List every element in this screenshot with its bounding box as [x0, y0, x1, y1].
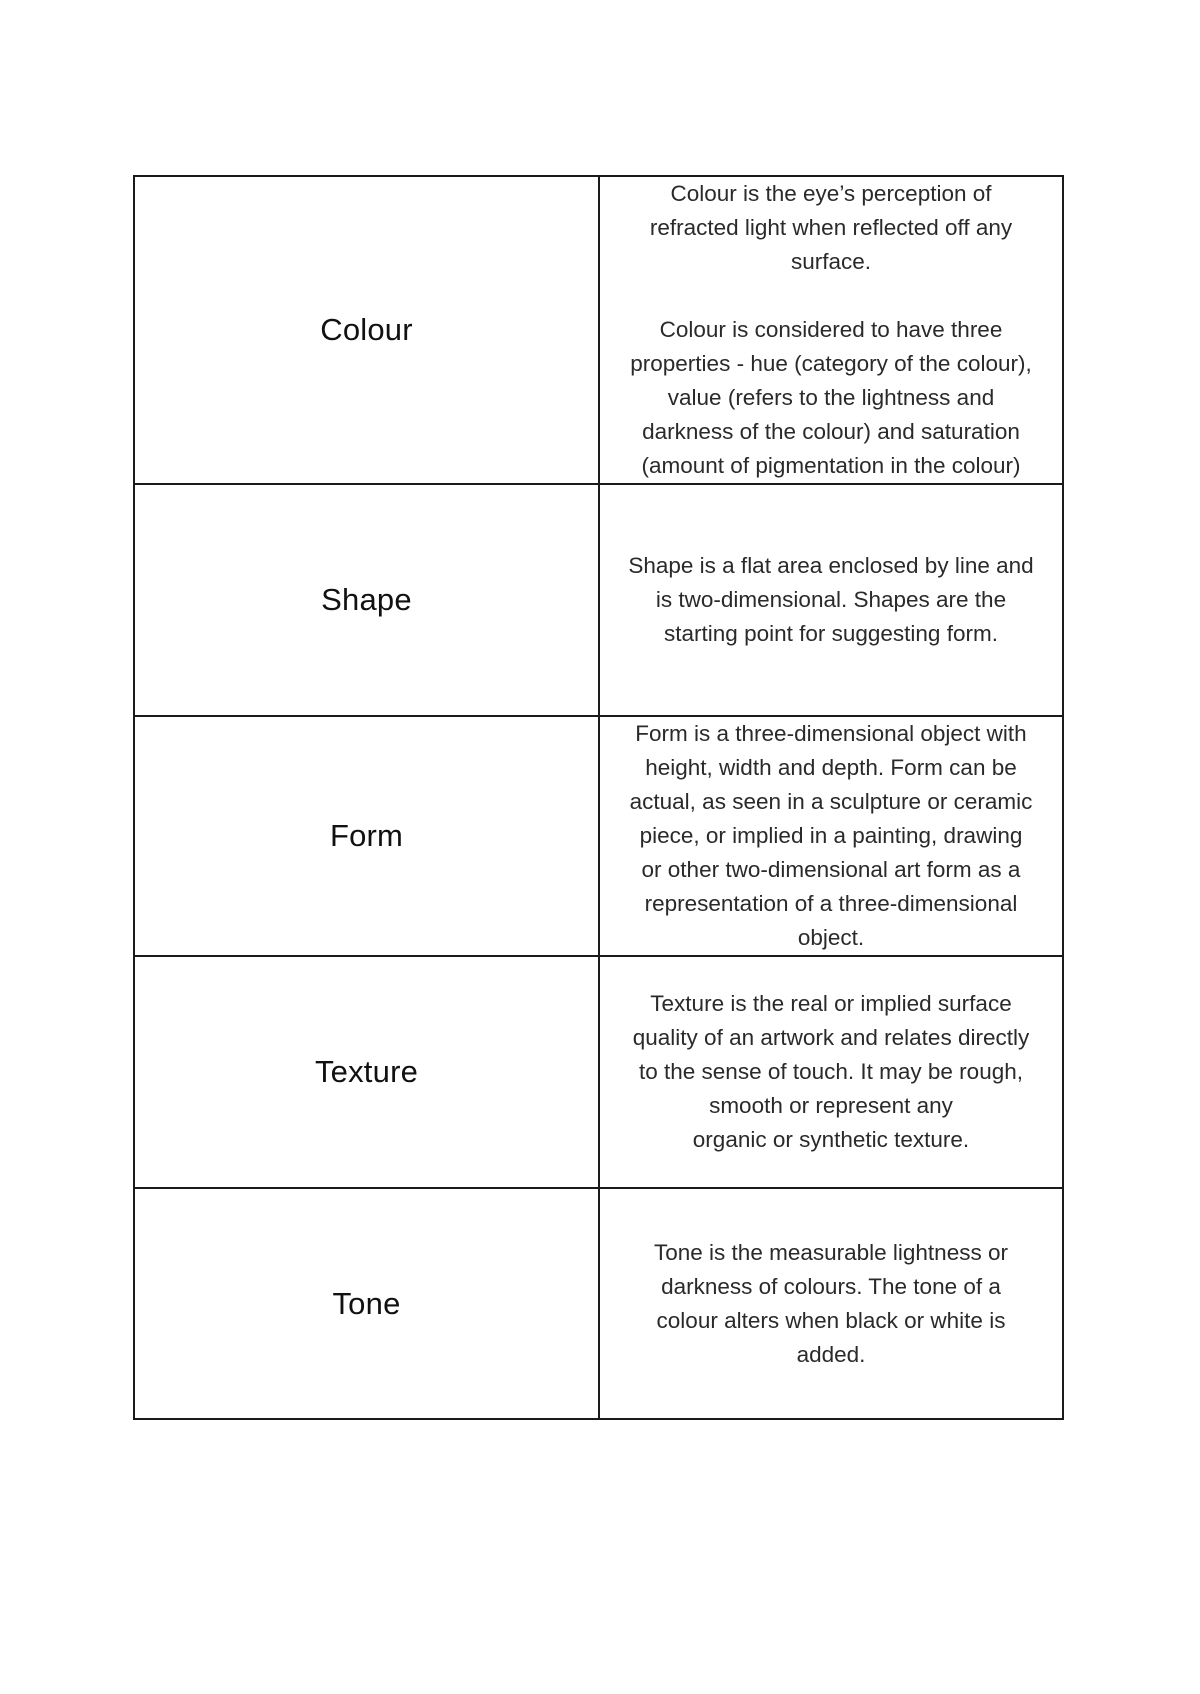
definition-paragraph: [606, 313, 1056, 483]
definition-line: colour alters when black or white is: [656, 1307, 1006, 1333]
definition-line: to the sense of touch. It may be rough,: [639, 1059, 1023, 1084]
definition-line: (amount of pigmentation in the colour): [641, 453, 1021, 478]
definition-line: starting point for suggesting form.: [664, 621, 998, 646]
definition-text: [606, 1236, 1056, 1372]
definition-line: piece, or implied in a painting, drawing: [639, 823, 1023, 848]
definition-cell: [599, 484, 1063, 716]
definition-cell: [599, 716, 1063, 956]
table-row-shape: [134, 484, 1063, 716]
definition-line: refracted light when reflected off any: [649, 215, 1013, 240]
definition-line: Tone is the measurable lightness or: [654, 1239, 1008, 1265]
definition-line: Form is a three-dimensional object with: [635, 721, 1027, 746]
definition-line: smooth or represent any: [709, 1093, 953, 1118]
definition-cell: [599, 176, 1063, 484]
definition-text: [606, 177, 1056, 483]
definition-line: Shape is a flat area enclosed by line and: [628, 553, 1034, 578]
table-row-tone: [134, 1188, 1063, 1419]
definition-cell: [599, 956, 1063, 1188]
definition-line: actual, as seen in a sculpture or ceramic: [629, 789, 1033, 814]
definition-line: height, width and depth. Form can be: [645, 755, 1017, 780]
definition-text: [606, 987, 1056, 1157]
definition-line: Colour is the eye’s perception of: [670, 181, 992, 206]
definition-line: representation of a three-dimensional: [644, 891, 1018, 916]
definition-line: Texture is the real or implied surface: [650, 991, 1012, 1016]
definition-line: value (refers to the lightness and: [667, 385, 995, 410]
definition-paragraph: [606, 177, 1056, 279]
term-cell: [134, 176, 599, 484]
definition-line: surface.: [790, 249, 872, 274]
term-label: Tone: [332, 1285, 401, 1321]
definition-text: [606, 717, 1056, 955]
definition-line: object.: [797, 925, 865, 950]
art-elements-table: [133, 175, 1064, 1420]
definition-line: organic or synthetic texture.: [692, 1127, 970, 1152]
term-cell: [134, 484, 599, 716]
definition-line: is two-dimensional. Shapes are the: [655, 587, 1007, 612]
definition-line: or other two-dimensional art form as a: [641, 857, 1021, 882]
definition-text: [606, 549, 1056, 651]
definition-paragraph: [606, 549, 1056, 651]
definition-paragraph: [606, 987, 1056, 1157]
table-row-form: [134, 716, 1063, 956]
definition-paragraph: [606, 1236, 1056, 1372]
term-cell: [134, 716, 599, 956]
definition-line: Colour is considered to have three: [659, 317, 1003, 342]
term-cell: [134, 956, 599, 1188]
term-label: Shape: [321, 582, 412, 617]
term-label: Colour: [320, 312, 413, 347]
definition-line: added.: [796, 1341, 866, 1367]
term-label: Form: [329, 818, 404, 853]
definition-line: darkness of colours. The tone of a: [661, 1273, 1001, 1299]
table-row-colour: [134, 176, 1063, 484]
table-row-texture: [134, 956, 1063, 1188]
definition-cell: [599, 1188, 1063, 1419]
definition-line: darkness of the colour) and saturation: [642, 419, 1020, 444]
definition-line: properties - hue (category of the colour),: [630, 351, 1032, 376]
term-label: Texture: [314, 1054, 419, 1089]
term-cell: [134, 1188, 599, 1419]
definition-paragraph: [606, 717, 1056, 955]
definition-line: quality of an artwork and relates directly: [632, 1025, 1030, 1050]
